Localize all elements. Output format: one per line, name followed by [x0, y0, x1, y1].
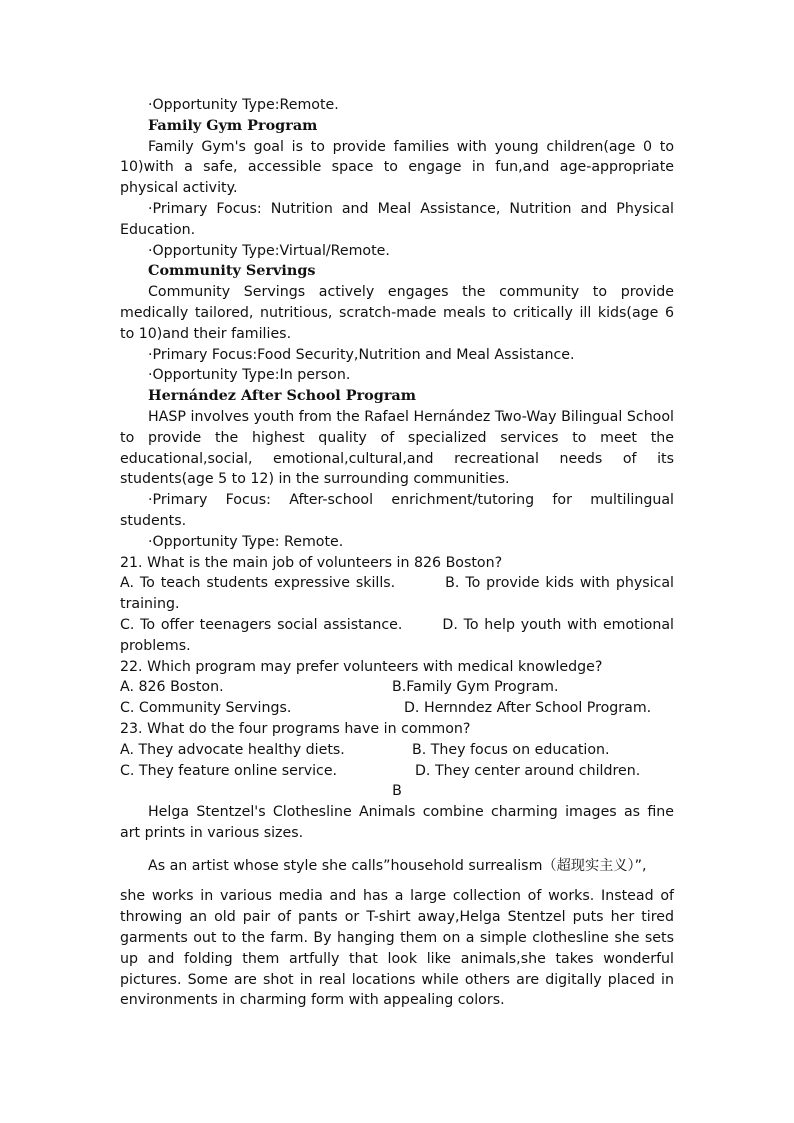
section-label-b: B — [392, 783, 402, 800]
option-23-d: D. They center around children. — [415, 762, 641, 779]
question-21: 21. What is the main job of volunteers in 826 Boston? — [120, 554, 503, 571]
option-22-d: D. Hernndez After School Program. — [404, 700, 652, 717]
question-22-options-ab — [120, 677, 674, 698]
question-23-options-ab — [120, 740, 674, 761]
question-21-options-cd — [120, 615, 674, 657]
opportunity-type-family-gym: ·Opportunity Type:Virtual/Remote. — [148, 242, 390, 259]
question-21-options-ab — [120, 573, 674, 615]
option-23-c: C. They feature online service. — [120, 762, 338, 779]
option-22-a: A. 826 Boston. — [120, 679, 224, 696]
option-21-a: A. To teach students expressive skills. — [120, 575, 396, 592]
program-description-family-gym: Family Gym's goal is to provide families with young children(age 0 to 10)with a safe, accessible space to engage in fun,and age-appropriate physical activity. — [120, 138, 674, 197]
program-title-community-servings: Community Servings — [148, 262, 316, 280]
passage-b-paragraph-1: Helga Stentzel's Clothesline Animals combine charming images as fine art prints in various sizes. — [120, 804, 674, 841]
question-23: 23. What do the four programs have in common? — [120, 720, 471, 737]
option-23-b: B. They focus on education. — [412, 741, 610, 758]
passage-b-paragraph-2: As an artist whose style she calls”household surrealism（超现实主义）”, — [148, 857, 647, 874]
option-21-c: C. To offer teenagers social assistance. — [120, 616, 403, 633]
question-22: 22. Which program may prefer volunteers with medical knowledge? — [120, 658, 603, 675]
option-21-d: D. To help youth with emotional problems. — [120, 616, 674, 654]
primary-focus-community-servings: ·Primary Focus:Food Security,Nutrition and Meal Assistance. — [148, 346, 575, 363]
question-22-options-cd — [120, 698, 674, 719]
program-description-hasp: HASP involves youth from the Rafael Hernández Two-Way Bilingual School to provide the highest quality of specialized services to meet the educational,social, emotional,cultural,and recreational needs of its students(age 5 to 12) in the surrounding communities. — [120, 408, 674, 488]
option-22-c: C. Community Servings. — [120, 700, 292, 717]
option-21-b: B. To provide kids with physical training. — [120, 575, 674, 613]
primary-focus-hasp: ·Primary Focus: After-school enrichment/tutoring for multilingual students. — [120, 492, 674, 529]
document-page — [120, 95, 674, 1011]
opportunity-type-community-servings: ·Opportunity Type:In person. — [148, 367, 351, 384]
program-title-family-gym: Family Gym Program — [148, 116, 318, 134]
question-23-options-cd — [120, 761, 674, 782]
option-22-b: B.Family Gym Program. — [392, 679, 559, 696]
opportunity-type-hasp: ·Opportunity Type: Remote. — [148, 533, 344, 550]
primary-focus-family-gym: ·Primary Focus: Nutrition and Meal Assistance, Nutrition and Physical Education. — [120, 200, 674, 238]
passage-b-paragraph-3: she works in various media and has a large collection of works. Instead of throwing an old pair of pants or T-shirt away,Helga Stentzel puts her tired garments out to the farm. By hanging them on a simple clothesline she sets up and folding them artfully that look like animals,she takes wonderful pictures. Some are shot in real locations while others are digitally placed in environments in charming form with appealing colors. — [120, 888, 674, 1009]
option-23-a: A. They advocate healthy diets. — [120, 741, 345, 758]
opportunity-type-line: ·Opportunity Type:Remote. — [148, 97, 339, 113]
program-title-hasp: Hernández After School Program — [148, 387, 416, 405]
program-description-community-servings: Community Servings actively engages the community to provide medically tailored, nutritious, scratch-made meals to critically ill kids(age 6 to 10)and their families. — [120, 284, 674, 342]
